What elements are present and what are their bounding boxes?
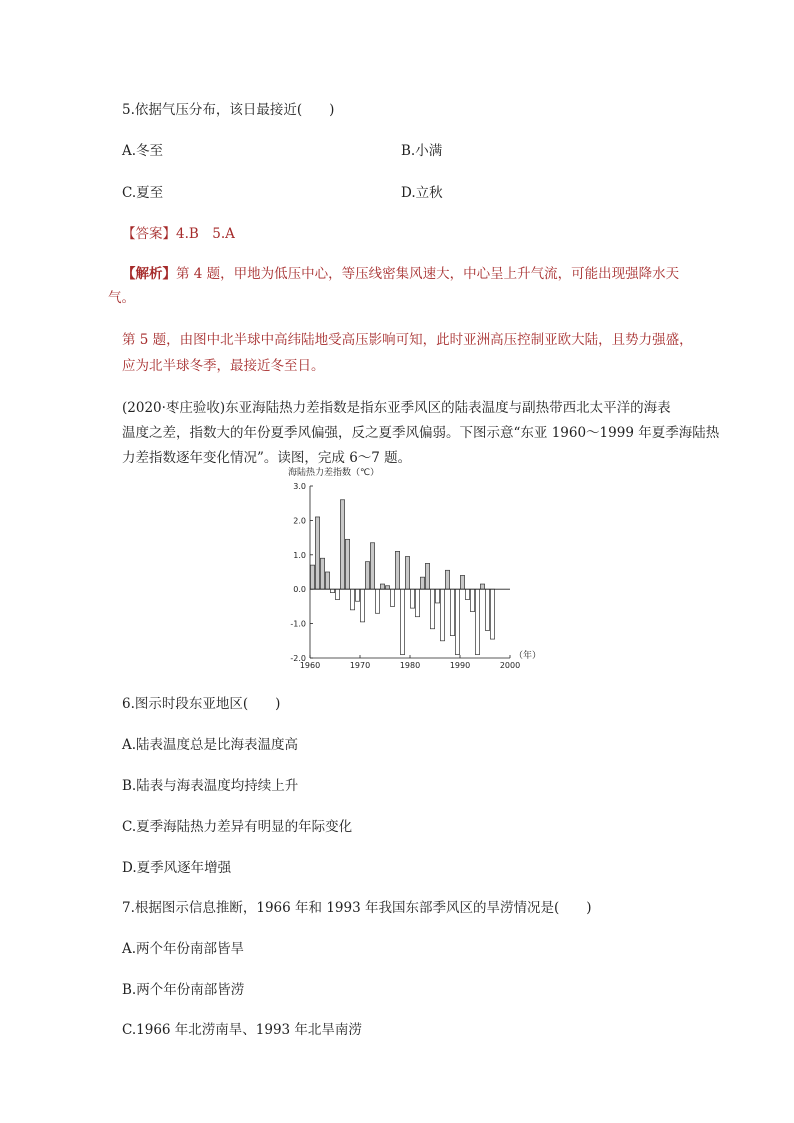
x-tick-label: 1960 [299, 661, 321, 670]
q6-option-b: B.陆表与海表温度均持续上升 [122, 778, 299, 794]
bar-1977 [395, 551, 399, 589]
bar-1989 [455, 589, 459, 654]
bar-1995 [485, 589, 489, 630]
analysis-para2-line1: 第 5 题，由图中北半球中高纬陆地受高压影响可知，此时亚洲高压控制亚欧大陆，且势力强盛， [122, 332, 693, 348]
bar-1981 [415, 589, 419, 617]
bar-1971 [365, 562, 369, 590]
analysis-text-1: 第 4 题，甲地为低压中心，等压线密集风速大，中心呈上升气流，可能出现强降水天 [176, 266, 680, 282]
bar-1994 [480, 584, 484, 589]
q5-option-d: D.立秋 [401, 185, 443, 201]
bar-1983 [425, 563, 429, 589]
bar-1990 [460, 575, 464, 589]
y-tick-label: -1.0 [290, 619, 306, 629]
bar-1967 [345, 539, 349, 589]
bar-1975 [385, 586, 389, 589]
x-tick-label: 1980 [399, 661, 421, 670]
intro-line-3: 力差指数逐年变化情况”。读图，完成 6～7 题。 [122, 450, 412, 466]
thermal-index-chart [282, 462, 542, 674]
bar-1965 [335, 589, 339, 599]
bar-1973 [375, 589, 379, 613]
bar-1992 [470, 589, 474, 611]
intro-line-2: 温度之差，指数大的年份夏季风偏强，反之夏季风偏弱。下图示意“东亚 1960～1999 年夏季海陆热 [122, 425, 720, 441]
x-tick-label: 1990 [449, 661, 471, 670]
bar-1966 [340, 500, 344, 589]
bar-1984 [430, 589, 434, 629]
bar-1987 [445, 570, 449, 589]
bar-1962 [320, 558, 324, 589]
bar-1963 [325, 572, 329, 589]
analysis-line-1 [122, 264, 679, 284]
chart-svg [282, 462, 542, 674]
bar-1961 [315, 517, 319, 589]
q6-option-c: C.夏季海陆热力差异有明显的年际变化 [122, 819, 353, 835]
bar-1993 [475, 589, 479, 654]
answer-label: 【答案】 [122, 226, 176, 242]
bar-1976 [390, 589, 394, 606]
bar-1982 [420, 577, 424, 589]
bar-1991 [465, 589, 469, 599]
bar-1960 [310, 565, 314, 589]
bar-1968 [350, 589, 354, 610]
y-tick-label: 2.0 [293, 516, 306, 526]
bar-1988 [450, 589, 454, 635]
intro-line-1: (2020·枣庄验收)东亚海陆热力差指数是指东亚季风区的陆表温度与副热带西北太平洋的海表 [122, 400, 671, 416]
q7-option-b: B.两个年份南部皆涝 [122, 982, 245, 998]
q7-stem: 7.根据图示信息推断，1966 年和 1993 年我国东部季风区的旱涝情况是( ) [122, 900, 592, 916]
bar-1974 [380, 584, 384, 589]
bar-1978 [400, 589, 404, 654]
q5-option-a: A.冬至 [122, 143, 164, 159]
analysis-text-2: 气。 [108, 290, 135, 306]
x-tick-label: 2000 [499, 661, 521, 670]
bar-1970 [360, 589, 364, 622]
q6-option-a: A.陆表温度总是比海表温度高 [122, 737, 299, 753]
analysis-para2-line2: 应为北半球冬季，最接近冬至日。 [122, 358, 325, 374]
bar-1985 [435, 589, 439, 603]
y-tick-label: 0.0 [293, 585, 306, 595]
analysis-label: 【解析】 [122, 266, 176, 282]
y-tick-label: -2.0 [290, 654, 306, 663]
q5-option-b: B.小满 [401, 143, 443, 159]
y-tick-label: 3.0 [293, 482, 306, 491]
q7-option-c: C.1966 年北涝南旱、1993 年北旱南涝 [122, 1022, 362, 1038]
q5-stem: 5.依据气压分布，该日最接近( ) [122, 102, 335, 118]
y-tick-label: 1.0 [293, 550, 306, 560]
q6-option-d: D.夏季风逐年增强 [122, 860, 232, 876]
chart-title: 海陆热力差指数（℃） [288, 468, 380, 478]
bar-1969 [355, 589, 359, 601]
bar-1979 [405, 557, 409, 590]
bar-1986 [440, 589, 444, 641]
q6-stem: 6.图示时段东亚地区( ) [122, 696, 281, 712]
x-tick-label: 1970 [349, 661, 371, 670]
bar-1964 [330, 589, 334, 592]
chart-x-label: （年） [514, 651, 542, 661]
bar-1980 [410, 589, 414, 608]
q5-option-c: C.夏至 [122, 185, 164, 201]
bar-1972 [370, 543, 374, 589]
q7-option-a: A.两个年份南部皆旱 [122, 941, 245, 957]
answer-text: 4.B 5.A [176, 226, 235, 242]
bar-1996 [490, 589, 494, 639]
answer-line [122, 224, 235, 244]
